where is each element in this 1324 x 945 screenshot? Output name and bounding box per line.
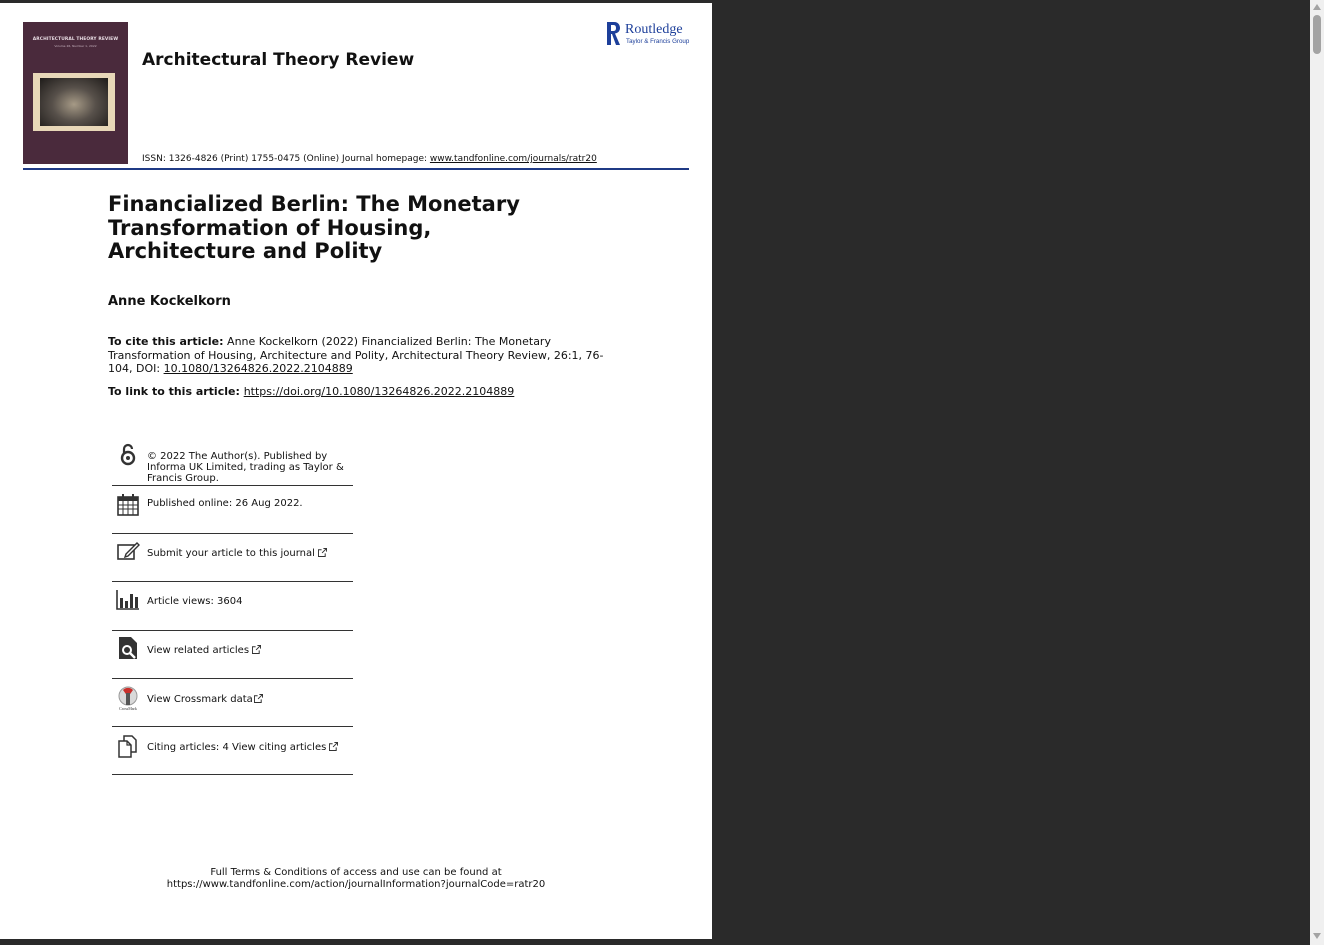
- pdf-page: [0, 3, 712, 939]
- scroll-down-arrow-icon[interactable]: [1313, 933, 1321, 939]
- issn-line: [142, 154, 597, 164]
- cite-doi-link[interactable]: 10.1080/13264826.2022.2104889: [163, 362, 353, 375]
- open-access-icon: [116, 443, 140, 467]
- journal-homepage-link[interactable]: www.tandfonline.com/journals/ratr20: [429, 154, 597, 164]
- scroll-up-arrow-icon[interactable]: [1313, 4, 1321, 10]
- citation: [108, 335, 608, 376]
- citing-articles-icon: [116, 734, 140, 758]
- submit-article-text[interactable]: Submit your article to this journal: [147, 548, 315, 559]
- citing-articles-item[interactable]: [112, 732, 353, 780]
- crossmark-item[interactable]: [112, 684, 353, 732]
- published-online-item: [112, 489, 353, 537]
- article-link-line: [108, 385, 514, 398]
- terms-footer: [0, 867, 712, 891]
- cover-subtitle: Volume 26, Number 1, 2022: [54, 44, 97, 48]
- cover-title: ARCHITECTURAL THEORY REVIEW: [32, 37, 119, 42]
- cover-photo: [40, 78, 108, 126]
- related-articles-text[interactable]: View related articles: [147, 645, 250, 656]
- open-access-text: © 2022 The Author(s). Published by Informa UK Limited, trading as Taylor & Francis Group.: [147, 451, 344, 484]
- article-views-item: [112, 587, 353, 635]
- calendar-icon: [116, 493, 140, 517]
- journal-title: Architectural Theory Review: [142, 50, 415, 70]
- header-rule: [23, 168, 689, 170]
- external-link-icon: [318, 548, 327, 557]
- external-link-icon: [254, 694, 263, 703]
- crossmark-text[interactable]: View Crossmark data: [147, 694, 253, 705]
- publisher-sub: Taylor & Francis Group: [626, 38, 690, 45]
- open-access-item: [112, 443, 353, 487]
- publisher-name: Routledge: [625, 22, 683, 37]
- cite-label: To cite this article:: [108, 335, 224, 348]
- svg-text:CrossMark: CrossMark: [119, 706, 137, 710]
- citing-articles-text[interactable]: Citing articles: 4 View citing articles: [147, 742, 327, 753]
- scrollbar-thumb[interactable]: [1313, 15, 1321, 54]
- article-views-text: Article views: 3604: [147, 596, 243, 607]
- article-author: Anne Kockelkorn: [108, 294, 231, 309]
- edit-icon: [116, 540, 140, 564]
- routledge-logo: [605, 21, 691, 49]
- external-link-icon: [252, 645, 261, 654]
- submit-article-item[interactable]: [112, 538, 353, 586]
- related-articles-item[interactable]: [112, 636, 353, 684]
- issn-text: ISSN: 1326-4826 (Print) 1755-0475 (Online) Journal homepage:: [142, 154, 430, 164]
- link-label: To link to this article:: [108, 385, 244, 398]
- terms-line-1: Full Terms & Conditions of access and use can be found at: [210, 867, 502, 878]
- external-link-icon: [329, 742, 338, 751]
- terms-url[interactable]: https://www.tandfonline.com/action/journalInformation?journalCode=ratr20: [166, 879, 546, 890]
- journal-cover-image: [23, 22, 128, 164]
- article-doi-link[interactable]: https://doi.org/10.1080/13264826.2022.2104889: [243, 385, 515, 398]
- routledge-r-icon: [605, 21, 622, 46]
- crossmark-icon: [116, 686, 140, 710]
- search-document-icon: [116, 636, 140, 660]
- bar-chart-icon: [116, 588, 140, 612]
- published-online-text: Published online: 26 Aug 2022.: [147, 498, 303, 509]
- vertical-scrollbar[interactable]: [1310, 0, 1324, 945]
- cite-text: Anne Kockelkorn (2022) Financialized Berlin: The Monetary Transformation of Housing, Architecture and Polity, Architectural Theory Review, 26:1, 76-104, DOI:: [108, 335, 604, 375]
- article-title: Financialized Berlin: The Monetary Transformation of Housing, Architecture and Polity: [108, 192, 520, 263]
